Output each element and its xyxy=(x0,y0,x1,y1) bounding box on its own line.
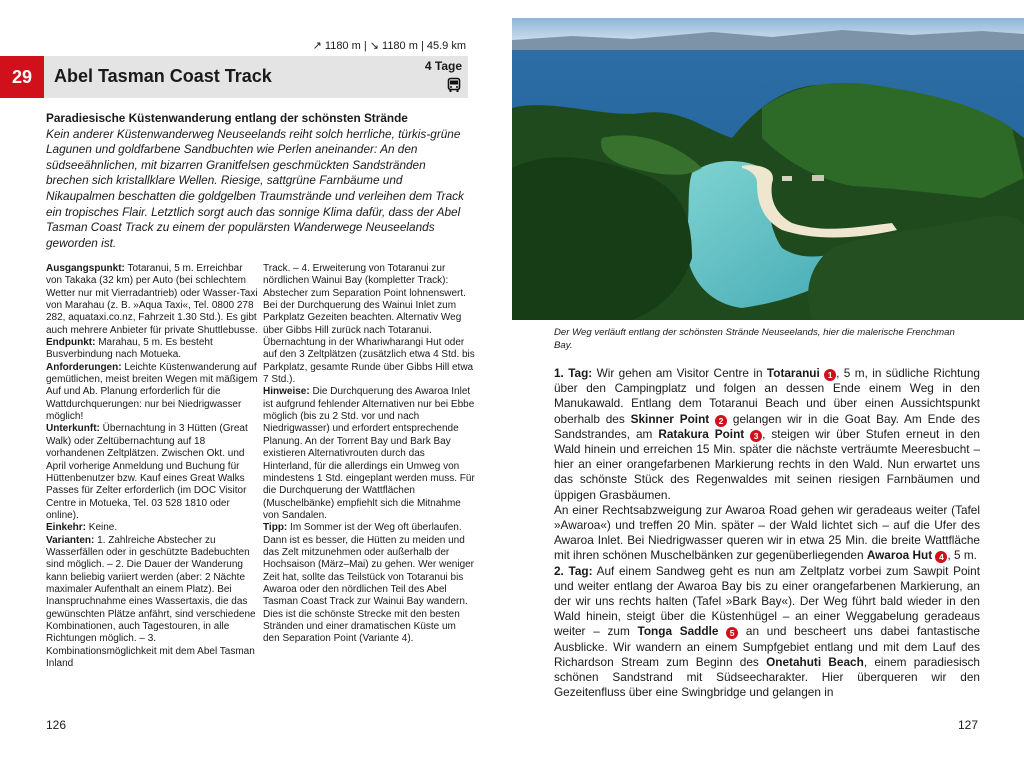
page-number-right: 127 xyxy=(957,718,978,732)
info-label: Einkehr: xyxy=(46,522,87,534)
bold-term: 1. Tag: xyxy=(554,366,593,380)
tour-duration: 4 Tage xyxy=(424,59,462,73)
bold-term: Awaroa Hut xyxy=(866,548,933,563)
bold-term: Skinner Point xyxy=(630,411,710,426)
info-label: Anforderungen: xyxy=(46,361,122,373)
info-column-2 xyxy=(263,263,475,646)
intro-text: Kein anderer Küstenwanderweg Neuseelands reiht solch herrliche, türkis-grüne Lagunen und goldfarbene Sandbuchten wie Perlen aneinander: An den südseeähnlichen, mit bizarren Granitfelsen geschmückten Sandstränden brechen sich kristallklare Wellen. Riesige, sattgrüne Farnbäume und Nikaupalmen beschatten die goldgelben Traumstrände und verleihen dem Track ein tropisches Flair. Letztlich sorgt auch das sonnige Klima dafür, dass der Abel Tasman Coast Track zu einem der populärsten Wanderwege Neuseelands geworden ist. xyxy=(46,126,464,250)
info-label: Hinweise: xyxy=(263,386,310,398)
info-text: Im Sommer ist der Weg oft überlaufen. Dann ist es besser, die Hütten zu meiden und das Zelt mitzunehmen oder außerhalb der Hochsaison (März–Mai) zu gehen. Wer weniger Zeit hat, sollte das Teilstück von Totaranui bis Awaroa oder den nördlichen Teil des Abel Tasman Coast Track zur Wainui Bay wandern. Dies ist die schönste Strecke mit den besten Stränden und einer dramatischen Küste um den Separation Point (Variante 4). xyxy=(263,522,475,645)
text-run xyxy=(709,412,715,426)
title-bar xyxy=(44,56,468,98)
bold-term: 2. Tag: xyxy=(554,563,593,578)
bold-term: Tonga Saddle xyxy=(637,624,719,639)
info-label: Tipp: xyxy=(263,522,288,534)
text-run xyxy=(718,624,726,638)
waypoint-marker: 3 xyxy=(750,430,762,442)
info-text: Track. – 4. Erweiterung von Totaranui zur nördlichen Wainui Bay (kompletter Track): Abstecher zum Separation Point lohnenswert. Bei der Durchquerung des Wainui Inlet zum Parkplatz Gezeiten beachten. Alternativ Weg über Gibbs Hill zurück nach Totaranui. Übernachtung in der Whariwharangi Hut oder auf den 3 Zeltplätzen (zusätzlich etwa 4 Std. bis Parkplatz, gesamte Runde über Gibbs Hill etwa 7 Std.). xyxy=(263,263,475,386)
info-entry xyxy=(46,337,258,362)
text-run: , 5 m, in südliche Richtung über den Campingplatz und folgen an dessen Ende einem Weg in den Manukawald. Entlang dem Totaranui Beach und über einen Aussichtspunkt oberhalb des xyxy=(554,366,980,426)
info-entry xyxy=(46,522,258,534)
intro-heading: Paradiesische Küstenwanderung entlang der schönsten Strände xyxy=(46,111,408,125)
text-run: An einer Rechtsabzweigung zur Awaroa Road gehen wir geradeaus weiter (Tafel »Awaroa«) und treffen 20 Min. später – der Wald lichtet sich – auf die Ufer des Awaroa Inlet. Bei Niedrigwasser queren wir in etwa 25 Min. die breite Wattfläche mit ihren schönen Muschelbänken zur gegenüberliegenden xyxy=(554,502,980,563)
bold-term: Ratakura Point xyxy=(658,426,745,441)
info-entry xyxy=(263,522,475,645)
route-paragraph xyxy=(554,366,980,503)
info-text: Leichte Küstenwanderung auf gemütlichen, meist breiten Wegen mit mäßigem Auf und Ab. Planung erforderlich für die Wattdurchquerungen: nur bei Niedrigwasser möglich! xyxy=(46,361,258,423)
text-run: , 5 m. xyxy=(947,548,977,563)
intro xyxy=(46,111,470,251)
info-column-1 xyxy=(46,263,258,670)
info-entry xyxy=(46,535,258,671)
info-text: Keine. xyxy=(88,522,118,534)
info-entry xyxy=(46,263,258,337)
info-entry xyxy=(46,362,258,424)
photo-caption: Der Weg verläuft entlang der schönsten Strände Neuseelands, hier die malerische Frenchman Bay. xyxy=(554,327,955,351)
info-entry xyxy=(46,423,258,522)
text-run: , einem paradiesisch schönen Sandstrand mit Südseecharakter. Hier überqueren wir den Gezeitenfluss über eine Swingbridge und gelangen in xyxy=(554,654,980,700)
tour-number-badge: 29 xyxy=(0,56,44,98)
tour-title: Abel Tasman Coast Track xyxy=(54,66,272,86)
text-run: Auf einem Sandweg geht es nun am Zeltplatz vorbei zum Sawpit Point und weiter entlang der Awaroa Bay bis zu einer orangefarbenen Markierung, an der wir uns rechts halten (Tafel »Bark Bay«). Der Weg führt bald wieder in den Wald hinein, steigt über die Küstenhügel – an einer Weggabelung geradeaus weiter – zum xyxy=(554,563,980,639)
info-label: Endpunkt: xyxy=(46,337,96,349)
info-entry xyxy=(263,386,475,522)
info-label: Varianten: xyxy=(46,534,95,546)
bold-term: Totaranui xyxy=(766,366,820,380)
right-page xyxy=(512,0,1024,768)
waypoint-marker: 2 xyxy=(715,415,727,427)
info-text: Übernachtung in 3 Hütten (Great Walk) oder Zeltübernachtung auf 18 vorhandenen Zeltplätzen. Zwischen Okt. und April vorherige Anmeldung und Buchung für Hüttenbenutzer bzw. Kauf eines Great Walks Passes für Zelter erforderlich (im DOC Visitor Centre in Motueka, Tel. 03 528 1810 oder online). xyxy=(46,423,248,521)
tour-stats: ↗ 1180 m | ↘ 1180 m | 45.9 km xyxy=(312,40,466,52)
frenchman-bay-photo xyxy=(512,18,1024,320)
info-text: 1. Zahlreiche Abstecher zu Wasserfällen oder in geschützte Badebuchten sind möglich. – 2. Die Dauer der Wanderung kann beliebig variiert werden (aber: 2 Nächte maximaler Aufenthalt an einem Platz). Bei Inanspruchnahme eines Wassertaxis, die das gewünschten Plätze anfährt, sind verschiedene Kombinationen, auch Tagestouren, in alle Richtungen möglich. – 3. Kombinationsmöglichkeit mit dem Abel Tasman Inland xyxy=(46,534,256,669)
route-paragraph xyxy=(554,564,980,701)
text-run: Wir gehen am Visitor Centre in xyxy=(592,366,767,380)
route-description xyxy=(554,366,980,700)
route-paragraph xyxy=(554,503,980,564)
info-label: Unterkunft: xyxy=(46,423,100,435)
text-run: an und bescheert uns dabei fantastische Ausblicke. Wir wandern an einem Sumpfgebiet entlang und mit dem Lauf des Richardson Stream zum Beginn des xyxy=(554,624,980,669)
text-run: gelangen wir in die Goat Bay. Am Ende des Sandstrandes, am xyxy=(554,411,980,441)
waypoint-marker: 4 xyxy=(935,551,947,563)
waypoint-marker: 1 xyxy=(824,369,836,381)
bus-icon xyxy=(446,77,462,93)
waypoint-marker: 5 xyxy=(726,627,738,639)
bold-term: Onetahuti Beach xyxy=(766,654,864,669)
info-text: Die Durchquerung des Awaroa Inlet ist aufgrund fehlender Alternativen nur bei Ebbe möglich (bis zu 2 Std. vor und nach Niedrigwasser) und erfordert entsprechende Planung. An der Torrent Bay und Bark Bay existieren Alternativrouten durch das Hinterland, für die allerdings ein Umweg von mindestens 1 Std. eingeplant werden muss. Für die Durchquerung der Wattflächen (Muschelbänke) empfiehlt sich die Mitnahme von Sandalen. xyxy=(263,386,475,521)
info-entry xyxy=(263,263,475,386)
info-text: Marahau, 5 m. Es besteht Busverbindung nach Motueka. xyxy=(46,337,213,361)
text-run: , steigen wir über Stufen erneut in den Wald hinein und erreichen 15 Min. später die nächste verträumte Meeresbucht – hier an einer orangefarbenen Markierung rechts in den Wald. Nun erwartet uns das schönste Stück des Regenwaldes mit seinen riesigen Farnbäumen und üppigen Grasbäumen. xyxy=(554,426,980,502)
info-label: Ausgangspunkt: xyxy=(46,263,125,274)
info-text: Totaranui, 5 m. Erreichbar von Takaka (32 km) per Auto (bei schlechtem Wetter nur mit Vierradantrieb) oder Wasser-Taxi von Marahau (z. B. »Aqua Taxi«, Tel. 0800 278 282, aquataxi.co.nz, Fahrzeit 1.30 Std.). Es gibt auch mehrere Anbieter für private Shuttlebusse. xyxy=(46,263,258,336)
page-number-left: 126 xyxy=(46,718,67,732)
